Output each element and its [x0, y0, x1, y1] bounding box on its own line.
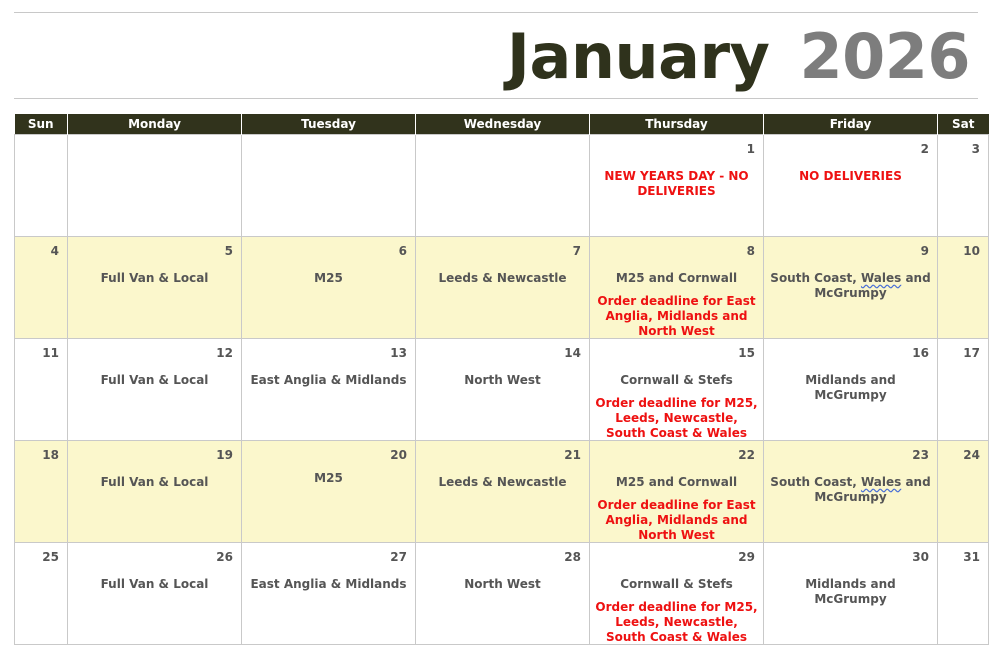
day-cell[interactable] [416, 135, 590, 237]
week-row [15, 543, 989, 645]
title-underline-rule [14, 98, 978, 99]
day-cell[interactable] [938, 237, 989, 339]
day-number: 22 [738, 448, 755, 462]
delivery-route [768, 475, 933, 505]
order-deadline-note: Order deadline for M25, Leeds, Newcastle, South Coast & Wales [595, 600, 758, 644]
delivery-route: M25 [314, 271, 343, 285]
delivery-route: Leeds & Newcastle [438, 475, 567, 489]
title-year: 2026 [799, 20, 970, 93]
route-part: South Coast, [770, 271, 861, 285]
day-number: 17 [963, 346, 980, 360]
day-cell[interactable] [242, 441, 416, 543]
day-number: 14 [564, 346, 581, 360]
delivery-route: Leeds & Newcastle [438, 271, 567, 285]
delivery-route: Full Van & Local [100, 475, 209, 489]
weekday-header-tuesday: Tuesday [242, 114, 416, 135]
delivery-route: East Anglia & Midlands [250, 373, 407, 387]
day-number: 10 [963, 244, 980, 258]
day-number: 4 [50, 244, 59, 258]
day-number: 13 [390, 346, 407, 360]
day-cell[interactable] [938, 135, 989, 237]
route-part: South Coast, [770, 475, 861, 489]
day-number: 8 [746, 244, 755, 258]
day-number: 1 [746, 142, 755, 156]
calendar-title [507, 22, 970, 92]
day-cell[interactable] [764, 237, 938, 339]
weekday-header-row [15, 114, 989, 135]
order-deadline-note: Order deadline for M25, Leeds, Newcastle, South Coast & Wales [595, 396, 758, 440]
day-cell[interactable] [15, 237, 68, 339]
day-cell[interactable] [938, 339, 989, 441]
day-cell[interactable] [938, 441, 989, 543]
day-cell[interactable] [416, 543, 590, 645]
delivery-route: M25 [314, 471, 343, 485]
delivery-route: North West [464, 577, 541, 591]
calendar-grid [14, 114, 989, 645]
day-cell[interactable] [15, 135, 68, 237]
day-number: 15 [738, 346, 755, 360]
delivery-route: Cornwall & Stefs [620, 577, 733, 591]
day-cell[interactable] [68, 441, 242, 543]
day-cell[interactable] [68, 237, 242, 339]
day-cell[interactable] [416, 237, 590, 339]
day-number: 25 [42, 550, 59, 564]
delivery-route: M25 and Cornwall [615, 475, 738, 489]
weekday-header-sat: Sat [938, 114, 989, 135]
day-number: 7 [572, 244, 581, 258]
delivery-route [768, 271, 933, 301]
day-number: 24 [963, 448, 980, 462]
day-cell[interactable] [764, 339, 938, 441]
day-cell[interactable] [242, 135, 416, 237]
day-cell[interactable] [15, 339, 68, 441]
holiday-note: NO DELIVERIES [799, 169, 902, 183]
day-number: 20 [390, 448, 407, 462]
route-part-spellcheck: Wales [860, 475, 902, 489]
day-cell[interactable] [242, 543, 416, 645]
weekday-header-thursday: Thursday [590, 114, 764, 135]
week-row [15, 237, 989, 339]
order-deadline-note: Order deadline for East Anglia, Midlands and North West [597, 294, 756, 338]
order-deadline-note: Order deadline for East Anglia, Midlands and North West [597, 498, 756, 542]
day-cell[interactable] [764, 441, 938, 543]
delivery-route: North West [464, 373, 541, 387]
day-cell[interactable] [15, 543, 68, 645]
weekday-header-sun: Sun [15, 114, 68, 135]
title-month: January [506, 20, 770, 93]
day-number: 16 [912, 346, 929, 360]
delivery-route: Midlands and McGrumpy [805, 373, 896, 402]
week-row [15, 339, 989, 441]
day-cell[interactable] [590, 237, 764, 339]
delivery-route: Full Van & Local [100, 577, 209, 591]
day-number: 21 [564, 448, 581, 462]
day-number: 23 [912, 448, 929, 462]
day-number: 6 [398, 244, 407, 258]
week-row [15, 441, 989, 543]
delivery-route: Full Van & Local [100, 373, 209, 387]
day-cell[interactable] [416, 441, 590, 543]
day-number: 28 [564, 550, 581, 564]
day-cell[interactable] [68, 543, 242, 645]
delivery-route: Cornwall & Stefs [620, 373, 733, 387]
week-row [15, 135, 989, 237]
day-cell[interactable] [15, 441, 68, 543]
day-number: 29 [738, 550, 755, 564]
delivery-route: Full Van & Local [100, 271, 209, 285]
delivery-route: M25 and Cornwall [615, 271, 738, 285]
day-cell[interactable] [68, 339, 242, 441]
day-number: 2 [920, 142, 929, 156]
day-number: 9 [920, 244, 929, 258]
day-number: 11 [42, 346, 59, 360]
day-cell[interactable] [416, 339, 590, 441]
day-number: 31 [963, 550, 980, 564]
delivery-route: Midlands and McGrumpy [805, 577, 896, 606]
day-number: 27 [390, 550, 407, 564]
day-number: 18 [42, 448, 59, 462]
day-cell[interactable] [764, 543, 938, 645]
day-number: 30 [912, 550, 929, 564]
day-cell[interactable] [764, 135, 938, 237]
route-part: and McGrumpy [814, 271, 931, 300]
route-part-spellcheck: Wales [860, 271, 902, 285]
day-cell[interactable] [590, 339, 764, 441]
day-cell[interactable] [242, 237, 416, 339]
day-number: 19 [216, 448, 233, 462]
day-cell[interactable] [590, 543, 764, 645]
day-number: 5 [224, 244, 233, 258]
route-part: and McGrumpy [814, 475, 931, 504]
weekday-header-friday: Friday [764, 114, 938, 135]
day-number: 3 [971, 142, 980, 156]
day-cell[interactable] [590, 135, 764, 237]
weekday-header-monday: Monday [68, 114, 242, 135]
day-cell[interactable] [938, 543, 989, 645]
top-rule [14, 12, 978, 13]
day-cell[interactable] [68, 135, 242, 237]
day-number: 12 [216, 346, 233, 360]
weekday-header-wednesday: Wednesday [416, 114, 590, 135]
delivery-route: East Anglia & Midlands [250, 577, 407, 591]
day-number: 26 [216, 550, 233, 564]
day-cell[interactable] [590, 441, 764, 543]
holiday-note: NEW YEARS DAY - NO DELIVERIES [604, 169, 749, 198]
day-cell[interactable] [242, 339, 416, 441]
